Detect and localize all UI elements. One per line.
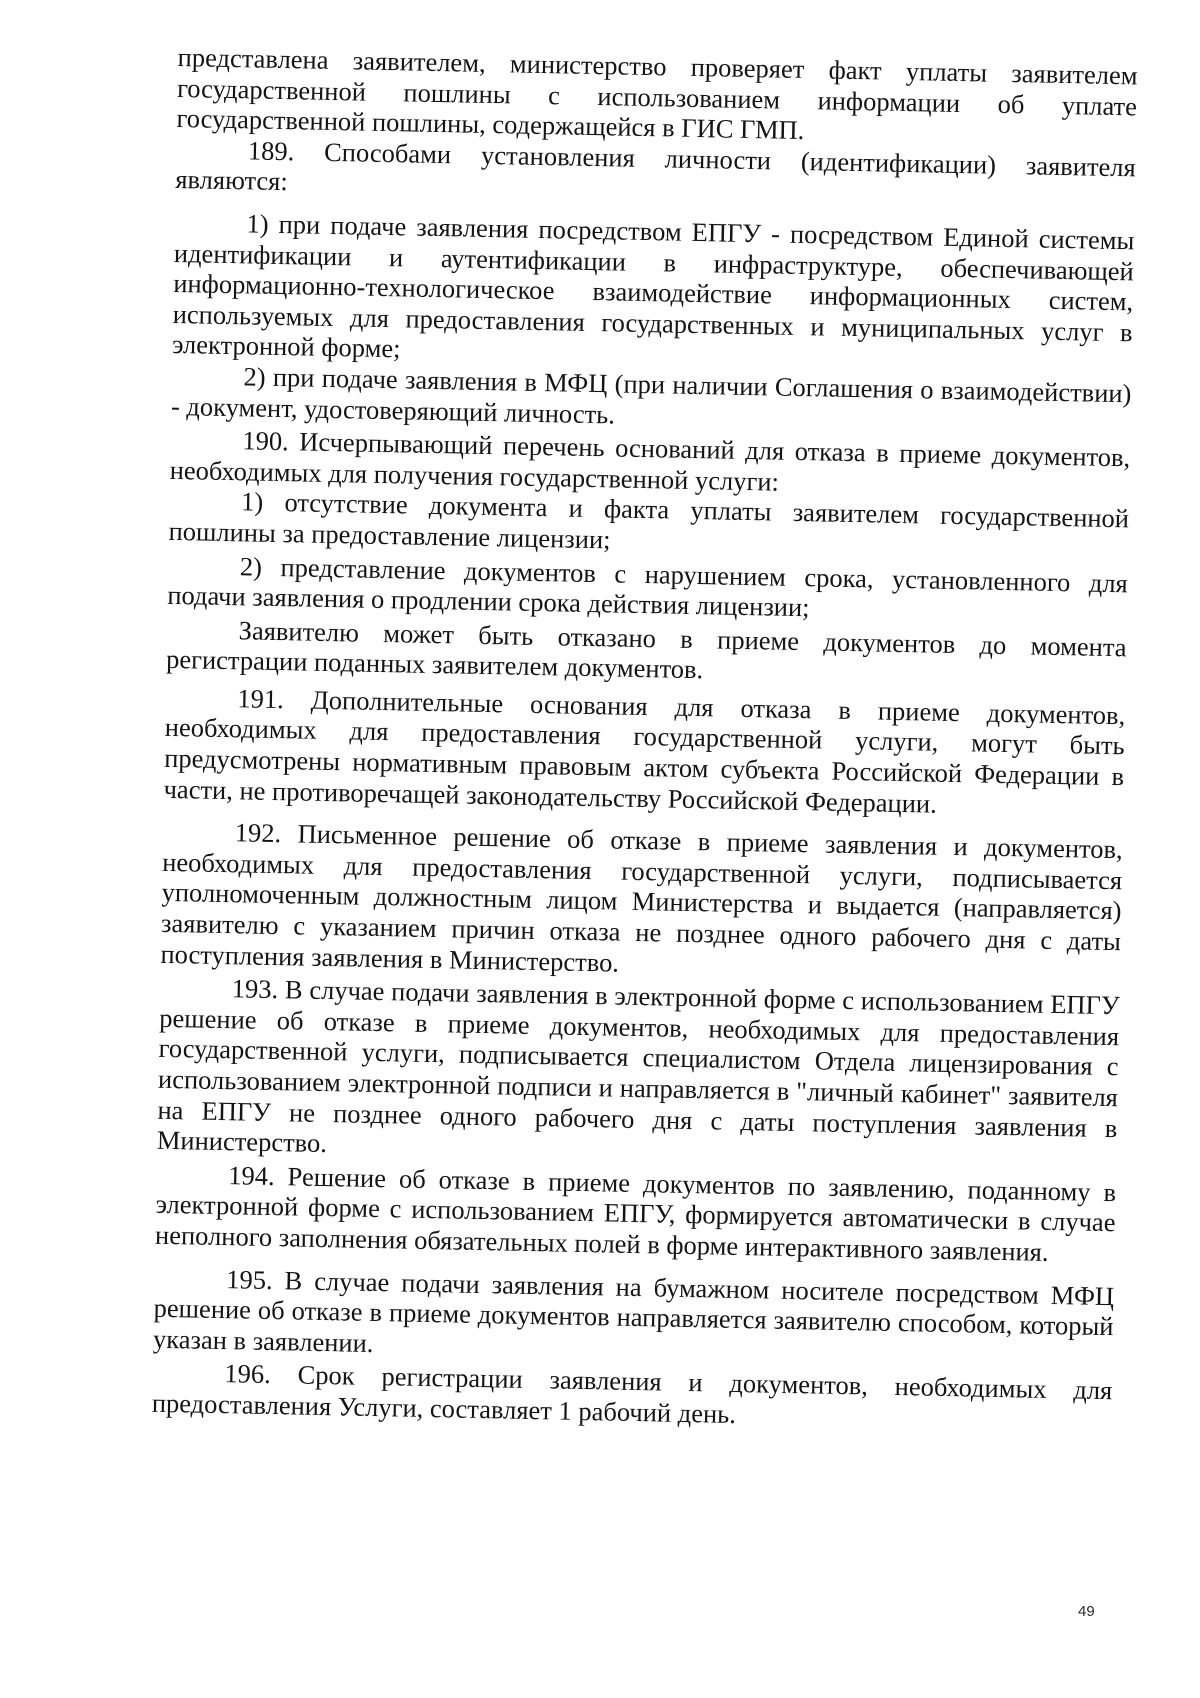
- paragraph-196: 196. Срок регистрации заявления и документов, необходимых для предоставления Услуги, составляет 1 рабочий день.: [151, 1358, 1113, 1429]
- paragraph-191: 191. Дополнительные основания для отказа в приеме документов, необходимых для предоставления государственной услуги, могут быть предусмотрены нормативным правовым актом субъекта Российской Федерации в части, не противоречащей законодательству Российской Федерации.: [163, 683, 1126, 819]
- paragraph-195: 195. В случае подачи заявления на бумажном носителе посредством МФЦ решение об отказе в приеме документов направляется заявителю способом, который указан в заявлении.: [152, 1263, 1115, 1358]
- paragraph-192: 192. Письменное решение об отказе в приеме заявления и документов, необходимых для предоставления государственной услуги, подписывается уполномоченным должностным лицом Министерства и выдается (направляется) заявителю с указанием причин отказа не позднее одного рабочего дня с даты поступления заявления в Министерство.: [160, 817, 1123, 978]
- paragraph-193: 193. В случае подачи заявления в электронной форме с использованием ЕПГУ решение об отказе в приеме документов, необходимых для предоставления государственной услуги, подписывается специалистом Отдела лицензирования с использованием электронной подписи и направляется в "личный кабинет" заявителя на ЕПГУ не позднее одного рабочего дня с даты поступления заявления в Министерство.: [156, 973, 1120, 1159]
- paragraph-190-note: Заявителю может быть отказано в приеме документов до момента регистрации поданных заявителем документов.: [165, 614, 1127, 685]
- paragraph-189: 189. Способами установления личности (идентификации) заявителя являются:: [175, 135, 1137, 197]
- paragraph-189-item-1: 1) при подаче заявления посредством ЕПГУ - посредством Единой системы идентификации и аутентификации в инфраструктуре, обеспечивающей информационно-технологическое взаимодействие информационных систем, используемых для предоставления государственных и муниципальных услуг в электронной форме;: [171, 208, 1135, 364]
- paragraph-190-item-2: 2) представление документов с нарушением срока, установленного для подачи заявления о продлении срока действия лицензии;: [167, 550, 1129, 623]
- paragraph-194: 194. Решение об отказе в приеме документов по заявлению, поданному в электронной форме с использованием ЕПГУ, формируется автоматически в случае неполного заполнения обязательных полей в форме интерактивного заявления.: [154, 1159, 1117, 1267]
- paragraph-continuation: представлена заявителем, министерство проверяет факт уплаты заявителем государственной пошлины с использованием информации об уплате государственной пошлины, содержащейся в ГИС ГМП.: [176, 42, 1138, 146]
- page-number: 49: [1078, 1603, 1095, 1620]
- document-body: [152, 42, 1138, 1437]
- paragraph-190: 190. Исчерпывающий перечень оснований для отказа в приеме документов, необходимых для получения государственной услуги:: [169, 425, 1131, 497]
- paragraph-189-item-2: 2) при подаче заявления в МФЦ (при наличии Соглашения о взаимодействии) - документ, удостоверяющий личность.: [170, 361, 1132, 429]
- paragraph-190-item-1: 1) отсутствие документа и факта уплаты заявителем государственной пошлины за предоставление лицензии;: [168, 486, 1130, 555]
